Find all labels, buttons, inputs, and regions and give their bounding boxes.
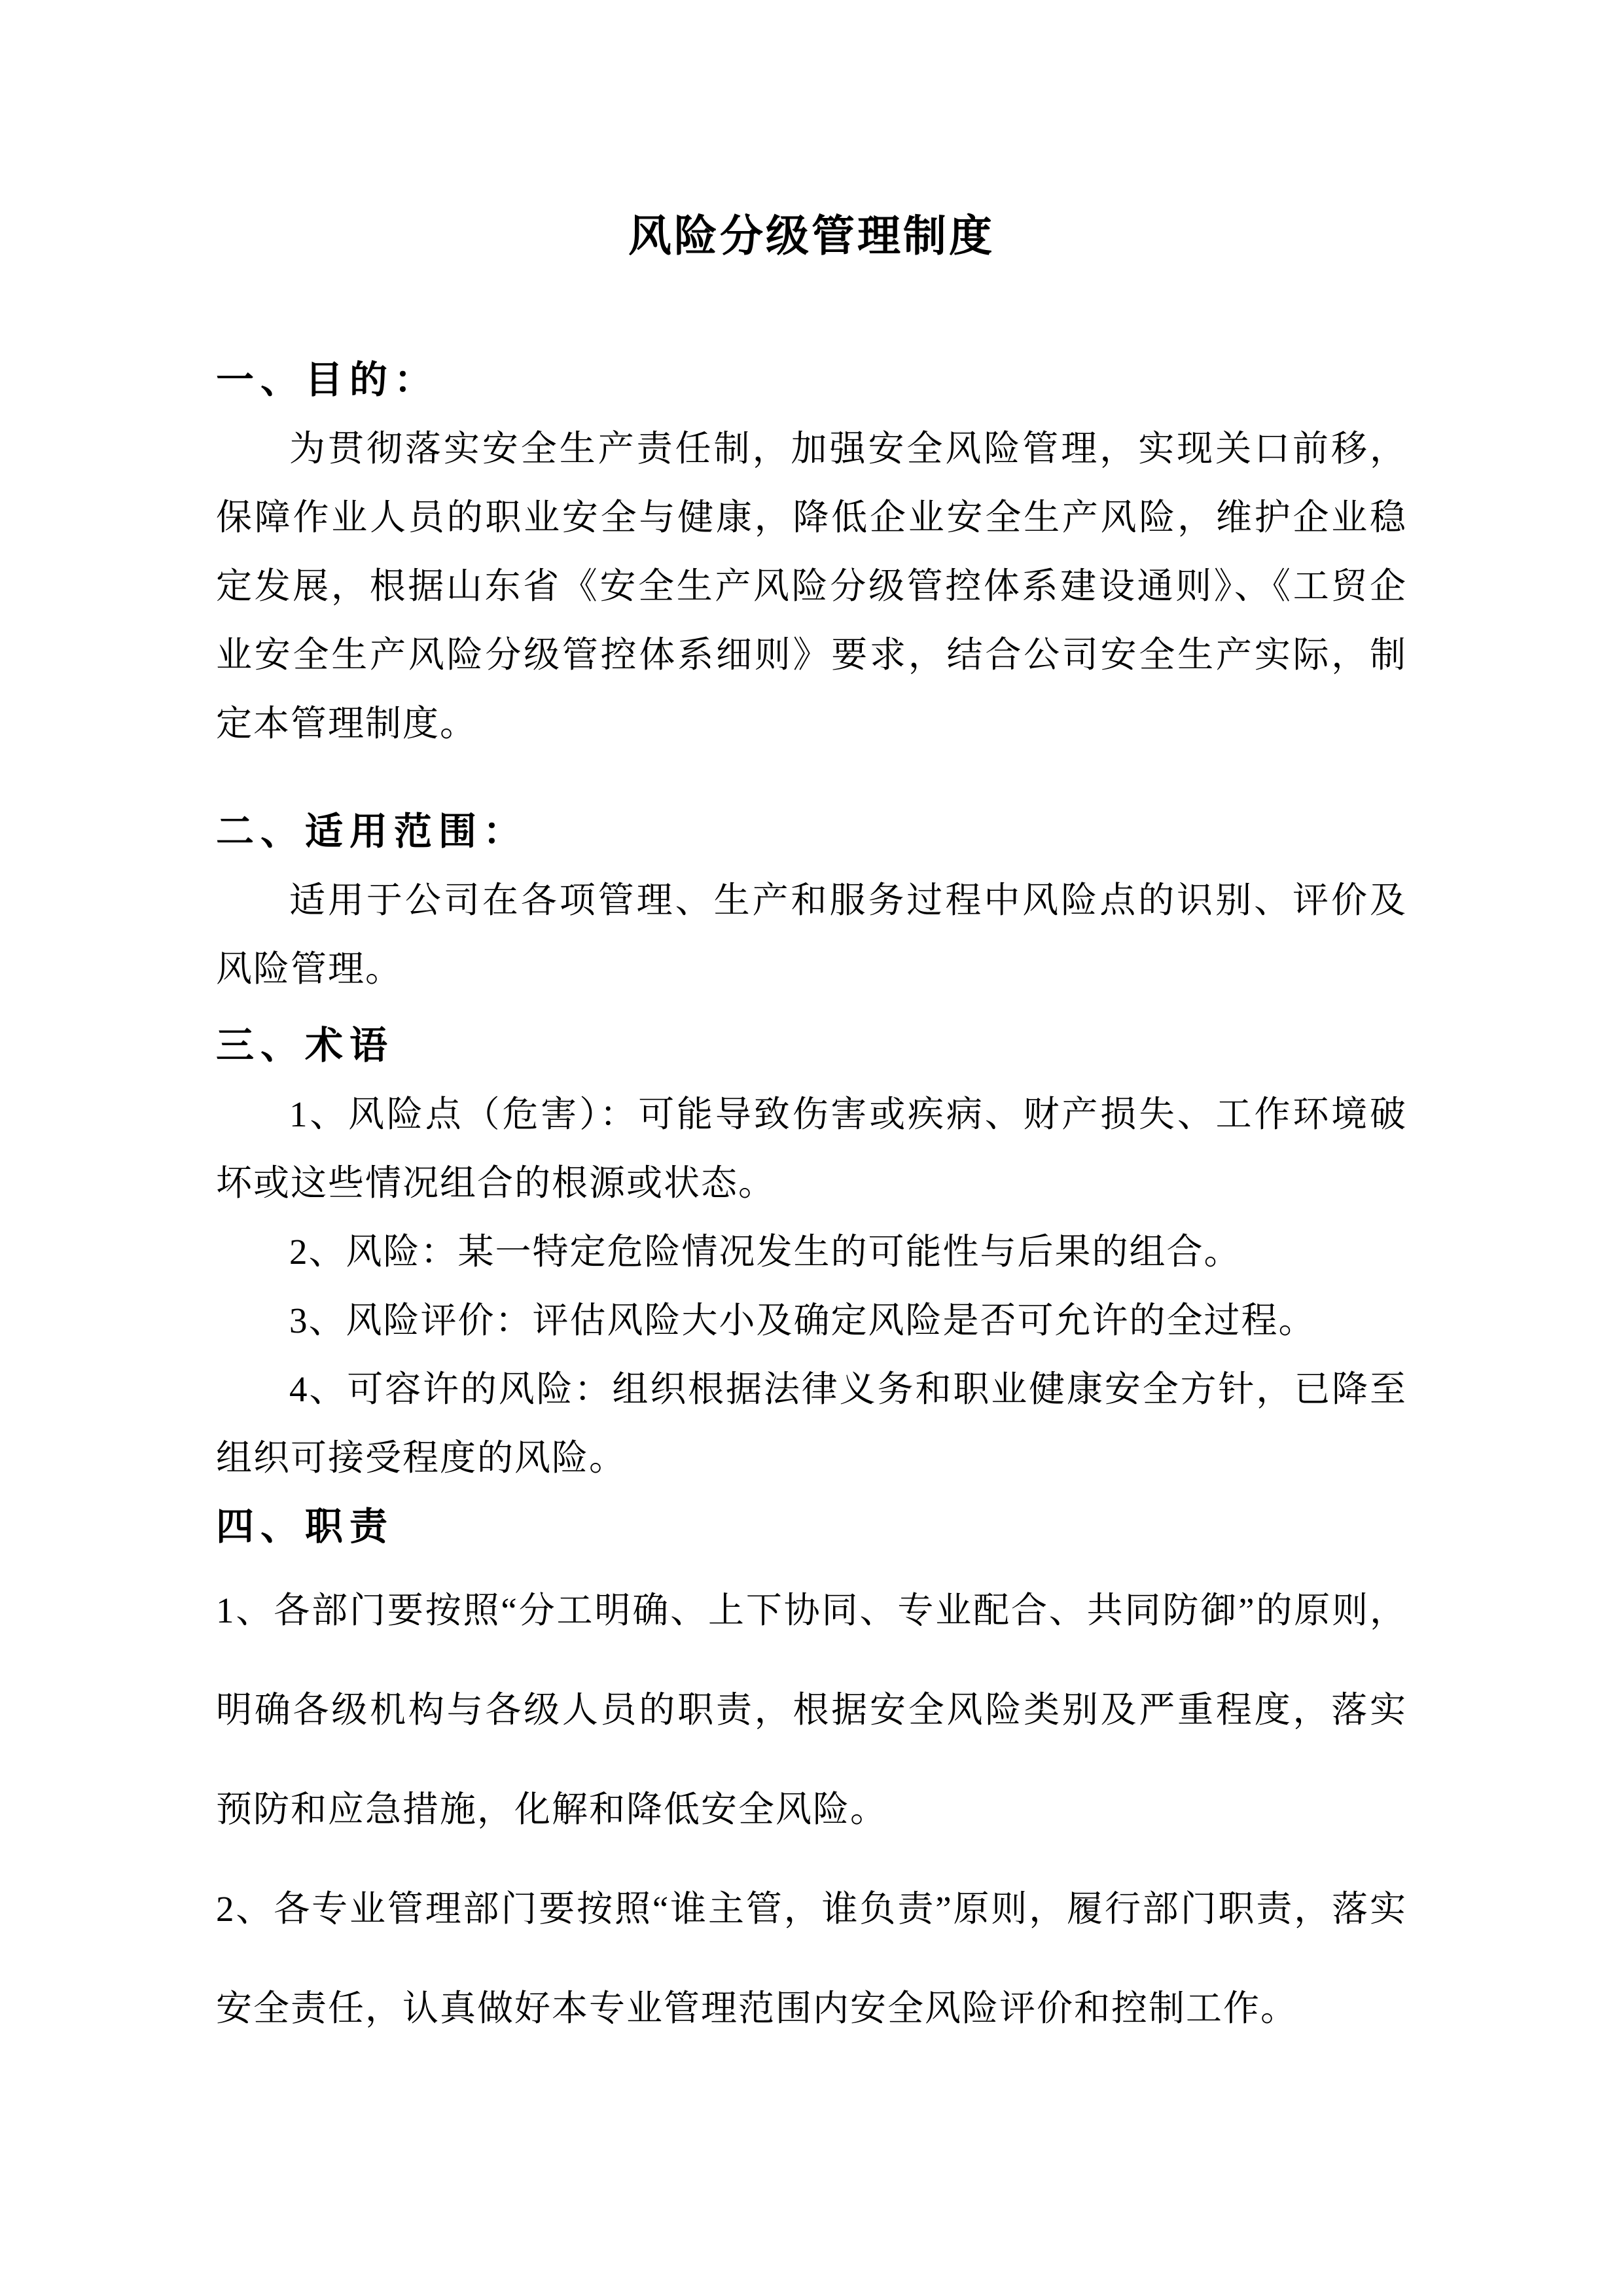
term-item-tolerable-risk: 4、可容许的风险：组织根据法律义务和职业健康安全方针，已降至组织可接受程度的风险。 <box>216 1369 1407 1478</box>
document-title: 风险分级管理制度 <box>628 211 995 261</box>
responsibility-item-specialized-departments: 2、各专业管理部门要按照“谁主管，谁负责”原则，履行部门职责，落实安全责任，认真做好本专业管理范围内安全风险评价和控制工作。 <box>216 1889 1407 2028</box>
heading-terms: 三、术语 <box>216 1024 395 1067</box>
responsibility-item-departments: 1、各部门要按照“分工明确、上下协同、专业配合、共同防御”的原则，明确各级机构与各级人员的职责，根据安全风险类别及严重程度，落实预防和应急措施，化解和降低安全风险。 <box>216 1590 1407 1829</box>
term-item-risk-evaluation: 3、风险评价：评估风险大小及确定风险是否可允许的全过程。 <box>289 1300 1316 1340</box>
paragraph-scope: 适用于公司在各项管理、生产和服务过程中风险点的识别、评价及风险管理。 <box>216 880 1407 989</box>
heading-scope: 二、适用范围： <box>216 810 528 853</box>
heading-responsibilities: 四、职责 <box>216 1505 395 1548</box>
term-item-risk-point: 1、风险点（危害）：可能导致伤害或疾病、财产损失、工作环境破坏或这些情况组合的根源或状态。 <box>216 1094 1407 1203</box>
term-item-risk: 2、风险：某一特定危险情况发生的可能性与后果的组合。 <box>289 1232 1241 1272</box>
paragraph-purpose: 为贯彻落实安全生产责任制，加强安全风险管理，实现关口前移，保障作业人员的职业安全与健康，降低企业安全生产风险，维护企业稳定发展，根据山东省《安全生产风险分级管控体系建设通则》、《工贸企业安全生产风险分级管控体系细则》要求，结合公司安全生产实际，制定本管理制度。 <box>216 429 1407 744</box>
heading-purpose: 一、目的： <box>216 359 439 401</box>
document-content <box>216 202 1407 2058</box>
